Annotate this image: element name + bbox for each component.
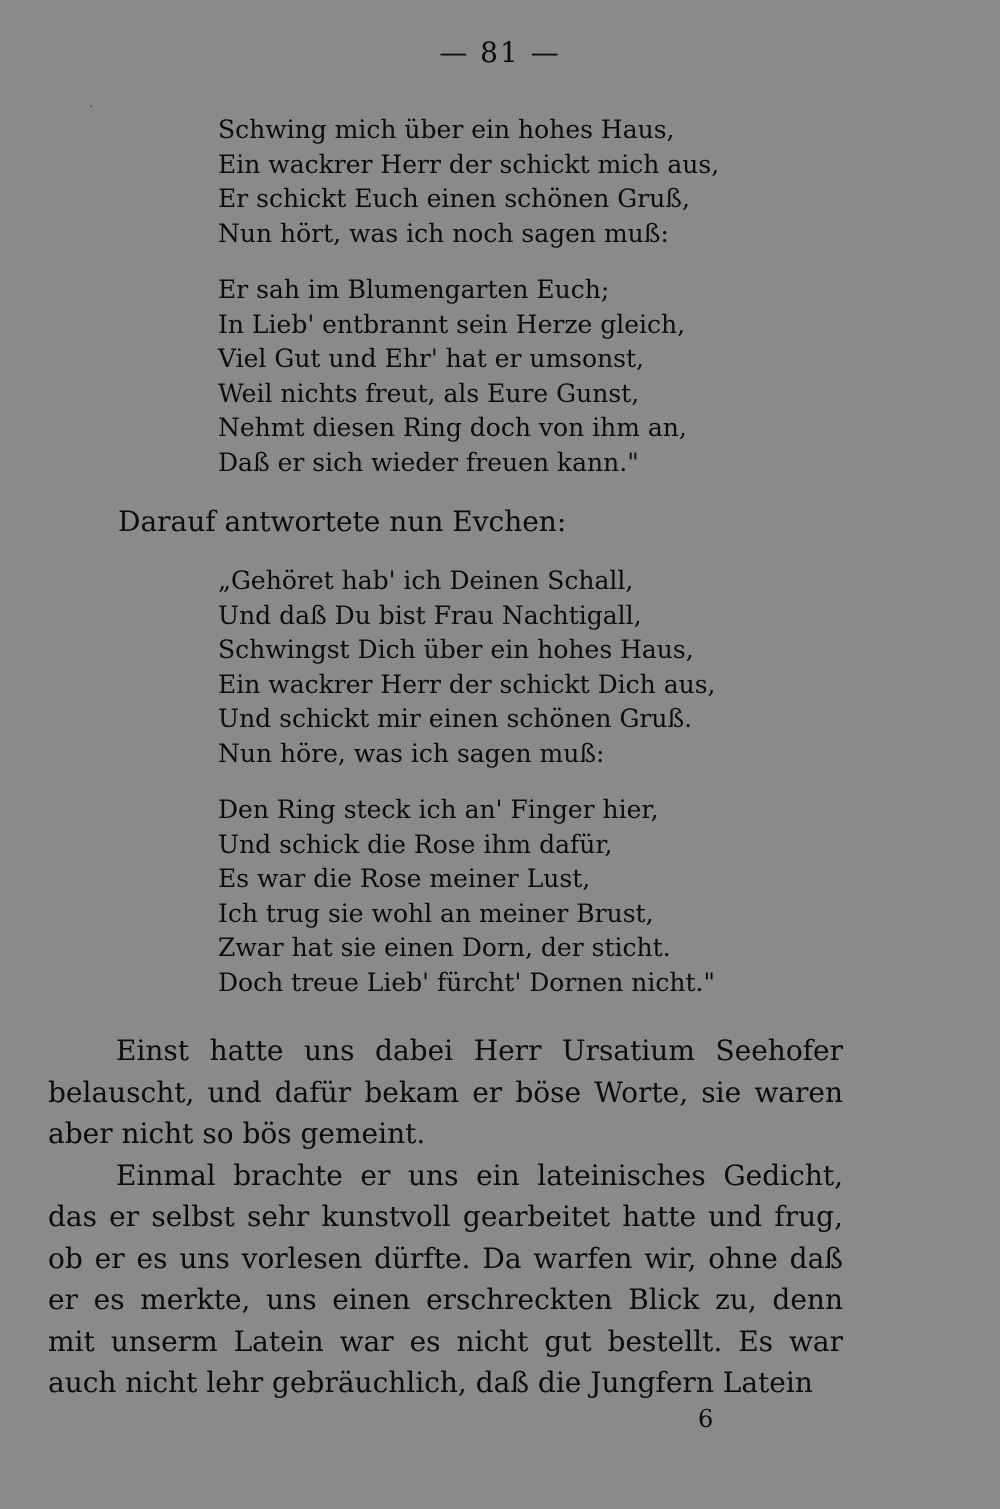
paragraph: Einst hatte uns dabei Herr Ursatium Seehofer belauscht, und dafür bekam er böse Worte, sie waren aber nicht so bös gemeint. [48,1034,843,1150]
verse-line: Viel Gut und Ehr' hat er umsonst, [218,344,644,373]
poem-stanza-1 [218,113,719,251]
verse-line: Ein wackrer Herr der schickt Dich aus, [218,669,716,699]
poem-stanza-3 [218,564,715,771]
verse-line: Daß er sich wieder freuen kann." [218,447,639,477]
poem-stanza-2 [218,273,687,480]
verse-line: Und daß Du bist Frau Nachtigall, [218,600,642,630]
verse-line: In Lieb' entbrannt sein Herze gleich, [218,309,686,339]
verse-line: Ich trug sie wohl an meiner Brust, [218,898,654,928]
verse-line: Schwing mich über ein hohes Haus, [218,115,675,144]
paper-speck [90,105,92,107]
verse-line: Doch treue Lieb' fürcht' Dornen nicht." [218,967,715,997]
verse-line: Und schick die Rose ihm dafür, [218,829,613,859]
verse-line: Er schickt Euch einen schönen Gruß, [218,184,690,213]
verse-line: „Gehöret hab' ich Deinen Schall, [218,566,634,595]
verse-line: Weil nichts freut, als Eure Gunst, [218,378,640,408]
paragraph: Einmal brachte er uns ein lateinisches Gedicht, das er selbst sehr kunstvoll gearbeitet hatte und frug, ob er es uns vorlesen dürfte. Da warfen wir, ohne daß er es merkte, uns einen erschreckten Blick zu, denn mit unserm Latein war es nicht gut bestellt. Es war auch nicht lehr gebräuchlich, daß die Jungfern Latein [48,1158,843,1399]
verse-line: Er sah im Blumengarten Euch; [218,275,610,304]
verse-line: Nun hört, was ich noch sagen muß: [218,218,669,248]
verse-line: Es war die Rose meiner Lust, [218,864,591,893]
verse-line: Ein wackrer Herr der schickt mich aus, [218,149,720,179]
verse-line: Den Ring steck ich an' Finger hier, [218,795,659,824]
verse-line: Schwingst Dich über ein hohes Haus, [218,635,694,664]
verse-line: Zwar hat sie einen Dorn, der sticht. [218,933,671,962]
signature-mark: 6 [698,1405,714,1433]
poem-stanza-4 [218,793,715,1000]
verse-line: Und schickt mir einen schönen Gruß. [218,704,693,733]
narration-line: Darauf antwortete nun Evchen: [118,505,567,538]
verse-line: Nun höre, was ich sagen muß: [218,738,605,768]
verse-line: Nehmt diesen Ring doch von ihm an, [218,413,687,442]
page-number: — 81 — [439,36,561,69]
prose-body [48,1030,843,1404]
